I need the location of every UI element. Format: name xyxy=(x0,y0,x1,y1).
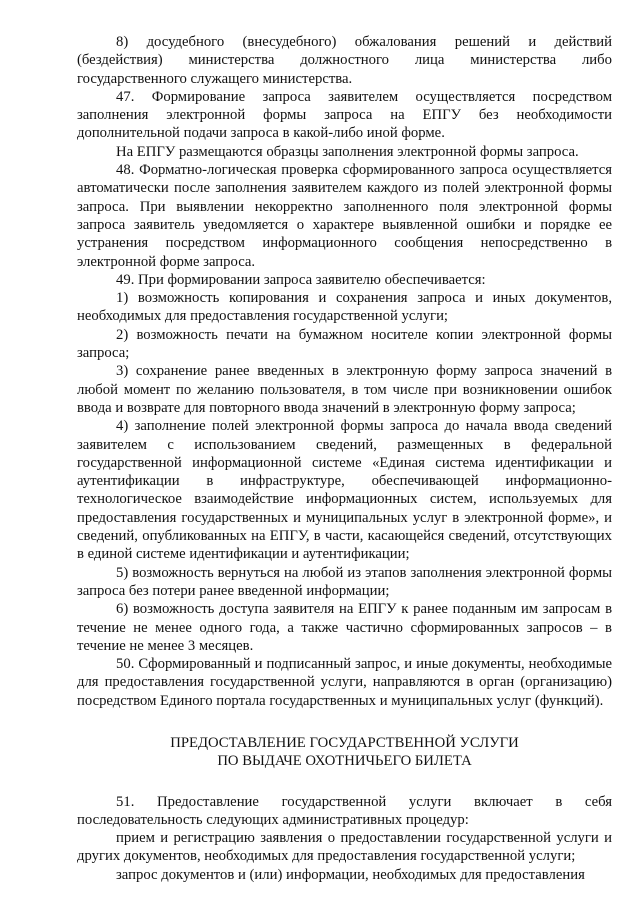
paragraph-49-item-1: 1) возможность копирования и сохранения запроса и иных документов, необходимых для предоставления государственной услуги; xyxy=(77,290,612,325)
document-page xyxy=(77,33,612,884)
section-heading-line-1: ПРЕДОСТАВЛЕНИЕ ГОСУДАРСТВЕННОЙ УСЛУГИ xyxy=(170,734,519,751)
procedure-item-request: запрос документов и (или) информации, необходимых для предоставления xyxy=(116,866,585,883)
paragraph-49-item-6: 6) возможность доступа заявителя на ЕПГУ к ранее поданным им запросам в течение не менее одного года, а также частично сформированных запросов – в течение не менее 3 месяцев. xyxy=(77,601,612,654)
paragraph-item-8: 8) досудебного (внесудебного) обжалования решений и действий (бездействия) министерства должностного лица министерства либо государственного служащего министерства. xyxy=(77,34,612,87)
paragraph-49-item-5: 5) возможность вернуться на любой из этапов заполнения электронной формы запроса без потери ранее введенной информации; xyxy=(77,564,612,599)
paragraph-49-item-3: 3) сохранение ранее введенных в электронную форму запроса значений в любой момент по желанию пользователя, в том числе при возникновении ошибок ввода и возврате для повторного ввода значений в электронную форму запроса; xyxy=(77,363,612,416)
procedure-item-intake: прием и регистрацию заявления о предоставлении государственной услуги и других документов, необходимых для предоставления государственной услуги; xyxy=(77,830,612,865)
paragraph-49: 49. При формировании запроса заявителю обеспечивается: xyxy=(116,271,486,288)
paragraph-49-item-4: 4) заполнение полей электронной формы запроса до начала ввода сведений заявителем с использованием сведений, размещенных в федеральной государственной информационной системе «Единая система идентификации и аутентификации в инфраструктуре, обеспечивающей информационно-технологическое взаимодействие информационных систем, используемых для предоставления государственных и муниципальных услуг в электронной форме», и сведений, опубликованных на ЕПГУ, в части, касающейся сведений, отсутствующих в единой системе идентификации и аутентификации; xyxy=(77,418,612,563)
paragraph-51: 51. Предоставление государственной услуги включает в себя последовательность следующих административных процедур: xyxy=(77,793,612,828)
paragraph-47: 47. Формирование запроса заявителем осуществляется посредством заполнения электронной формы запроса на ЕПГУ без необходимости дополнительной подачи запроса в какой-либо иной форме. xyxy=(77,88,612,142)
paragraph-50: 50. Сформированный и подписанный запрос, и иные документы, необходимые для предоставления государственной услуги, направляются в орган (организацию) посредством Единого портала государственных и муниципальных услуг (функций). xyxy=(77,656,612,709)
paragraph-samples-note: На ЕПГУ размещаются образцы заполнения электронной формы запроса. xyxy=(116,143,579,160)
section-heading-line-2: ПО ВЫДАЧЕ ОХОТНИЧЬЕГО БИЛЕТА xyxy=(217,753,472,770)
paragraph-48: 48. Форматно-логическая проверка сформированного запроса осуществляется автоматически после заполнения заявителем каждого из полей электронной формы запроса. При выявлении некорректно заполненного поля электронной формы запроса заявитель уведомляется о характере выявленной ошибки и порядке ее устранения посредством информационного сообщения непосредственно в электронной форме запроса. xyxy=(77,162,612,270)
paragraph-49-item-2: 2) возможность печати на бумажном носителе копии электронной формы запроса; xyxy=(77,326,612,362)
